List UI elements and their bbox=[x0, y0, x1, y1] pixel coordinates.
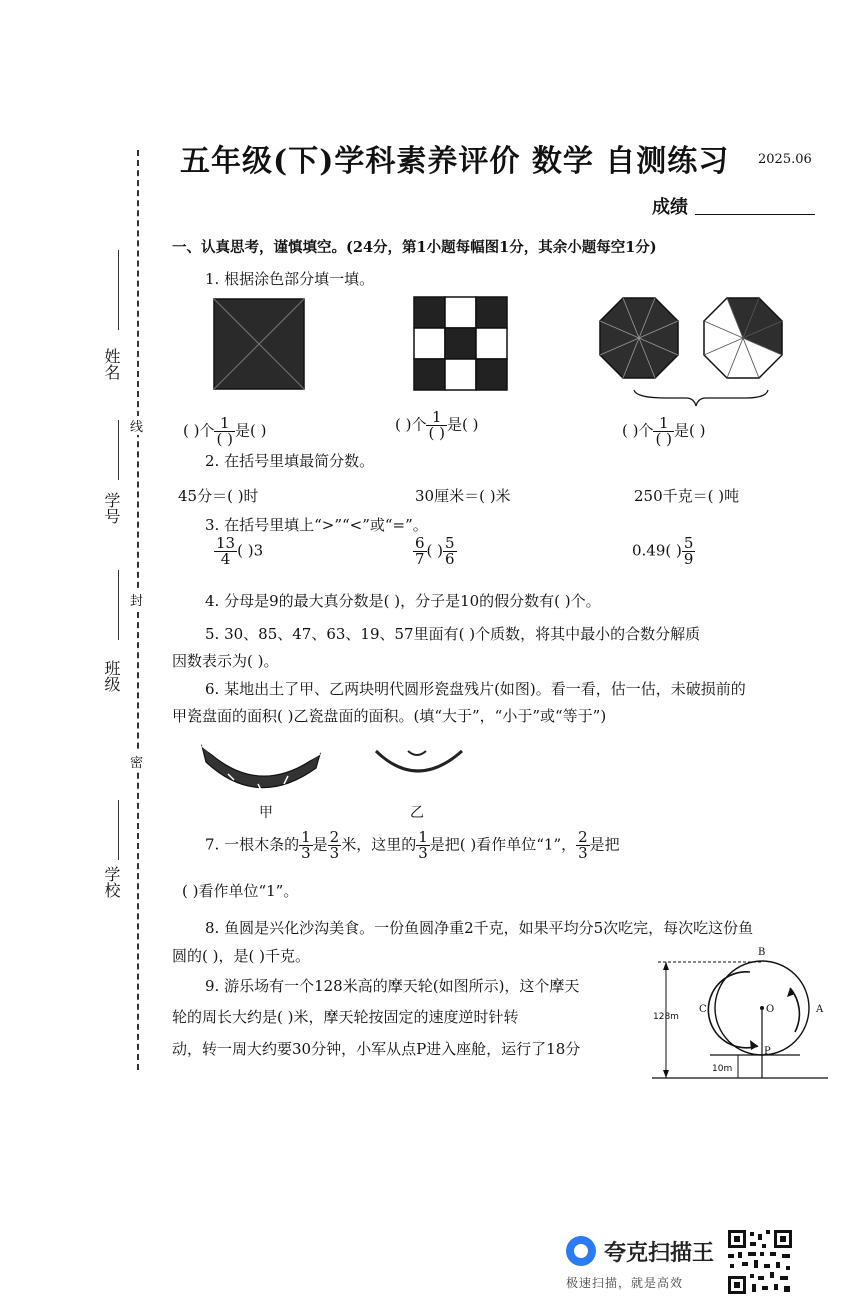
q3-compare-3[interactable] bbox=[632, 536, 695, 567]
id-line bbox=[118, 420, 119, 480]
shard-jia-figure bbox=[198, 740, 326, 800]
q7-frac-2 bbox=[328, 830, 342, 861]
q3-frac-e-num: 5 bbox=[683, 534, 694, 552]
q7-part5: 是把 bbox=[589, 835, 620, 854]
seal-char-mi: 密 bbox=[130, 752, 143, 771]
q1-answer-3-prefix: ( )个 bbox=[622, 421, 654, 440]
q3-frac-c-den: 6 bbox=[445, 550, 455, 568]
id-label: 学号 bbox=[102, 492, 121, 524]
q3-compare-3-left: 0.49( ) bbox=[632, 541, 682, 560]
q1-answer-1-den: ( ) bbox=[216, 430, 233, 448]
seal-char-xian: 线 bbox=[130, 416, 143, 435]
q1-square-figure bbox=[213, 298, 305, 390]
q1-answer-3-suffix: 是( ) bbox=[673, 421, 706, 440]
q7-line1[interactable] bbox=[205, 830, 620, 861]
class-label: 班级 bbox=[102, 660, 121, 692]
shard-yi-label: 乙 bbox=[410, 805, 424, 821]
q9-fig-base-label: 10m bbox=[712, 1064, 733, 1074]
q6-line2[interactable]: 甲瓷盘面的面积( )乙瓷盘面的面积。(填“大于”，“小于”或“等于”) bbox=[172, 707, 607, 725]
q7-part2: 是 bbox=[312, 835, 328, 854]
q9-fig-height-label: 128m bbox=[653, 1012, 679, 1022]
q1-answer-3-den: ( ) bbox=[655, 430, 672, 448]
q7-part3: 米，这里的 bbox=[341, 835, 417, 854]
seal-char-feng: 封 bbox=[130, 590, 143, 609]
q1-answer-2-prefix: ( )个 bbox=[395, 415, 427, 434]
q1-text: 1. 根据涂色部分填一填。 bbox=[205, 270, 375, 288]
q2-item-1[interactable]: 45分＝( )时 bbox=[178, 487, 259, 505]
q1-octagons-figure bbox=[596, 290, 801, 410]
q3-compare-2[interactable] bbox=[413, 536, 457, 567]
q3-frac-b-num: 6 bbox=[415, 534, 425, 552]
name-label: 姓名 bbox=[102, 348, 121, 380]
q7-frac-1 bbox=[299, 830, 313, 861]
q3-text: 3. 在括号里填上“>”“<”或“=”。 bbox=[205, 516, 428, 534]
q1-answer-3-num: 1 bbox=[653, 416, 673, 432]
q7-frac-2-den: 3 bbox=[329, 844, 340, 862]
qr-code-icon bbox=[726, 1228, 794, 1296]
q2-item-2[interactable]: 30厘米＝( )米 bbox=[415, 487, 511, 505]
watermark-brand: 夸克扫描王 bbox=[604, 1241, 715, 1266]
q7-part1: 7. 一根木条的 bbox=[205, 835, 300, 854]
q7-frac-4 bbox=[576, 830, 590, 861]
q3-frac-5-9 bbox=[682, 536, 696, 567]
q1-answer-3[interactable] bbox=[622, 416, 705, 447]
q1-answer-1-suffix: 是( ) bbox=[234, 421, 267, 440]
class-line bbox=[118, 570, 119, 640]
q1-answer-2[interactable] bbox=[395, 410, 478, 441]
q9-point-o: O bbox=[766, 1004, 775, 1015]
q5-line2[interactable]: 因数表示为( )。 bbox=[172, 652, 279, 670]
q3-compare-2-mid: ( ) bbox=[426, 541, 444, 560]
score-label: 成绩 bbox=[652, 197, 688, 218]
q3-frac-6-7 bbox=[413, 536, 427, 567]
q1-answer-2-fraction bbox=[426, 410, 446, 441]
q3-frac-5-6 bbox=[443, 536, 457, 567]
q1-answer-3-fraction bbox=[653, 416, 673, 447]
q7-frac-1-num: 1 bbox=[301, 828, 311, 846]
q1-answer-1[interactable] bbox=[183, 416, 266, 447]
q8-line2[interactable]: 圆的( )，是( )千克。 bbox=[172, 947, 310, 965]
binding-dashed-line bbox=[137, 150, 139, 1070]
q1-answer-1-num: 1 bbox=[214, 416, 234, 432]
q8-line1: 8. 鱼圆是兴化沙沟美食。一份鱼圆净重2千克，如果平均分5次吃完，每次吃这份鱼 bbox=[205, 919, 754, 937]
q3-frac-c-num: 5 bbox=[445, 534, 455, 552]
shard-yi-figure bbox=[372, 745, 467, 780]
school-line bbox=[118, 800, 119, 860]
q3-frac-e-den: 9 bbox=[683, 550, 694, 568]
q3-compare-1[interactable] bbox=[214, 536, 263, 567]
q5-line1[interactable]: 5. 30、85、47、63、19、57里面有( )个质数，将其中最小的合数分解质 bbox=[205, 625, 701, 643]
q1-answer-2-den: ( ) bbox=[428, 424, 445, 442]
q9-point-p: P bbox=[764, 1046, 771, 1057]
watermark-slogan: 极速扫描，就是高效 bbox=[566, 1276, 684, 1290]
score-blank-line[interactable] bbox=[695, 214, 815, 215]
q9-point-a: A bbox=[816, 1004, 824, 1015]
q9-point-b: B bbox=[758, 947, 766, 958]
q1-answer-1-prefix: ( )个 bbox=[183, 421, 215, 440]
q9-line1: 9. 游乐场有一个128米高的摩天轮(如图所示)，这个摩天 bbox=[205, 977, 580, 995]
q3-compare-1-rest: ( )3 bbox=[237, 541, 264, 560]
q1-answer-2-num: 1 bbox=[426, 410, 446, 426]
q3-frac-a-num: 13 bbox=[216, 534, 236, 552]
q7-frac-4-den: 3 bbox=[578, 844, 588, 862]
q9-line2[interactable]: 轮的周长大约是( )米，摩天轮按固定的速度逆时针转 bbox=[172, 1008, 519, 1026]
name-line bbox=[118, 250, 119, 330]
page-title: 五年级(下)学科素养评价 数学 自测练习 bbox=[180, 144, 730, 179]
q7-frac-3-num: 1 bbox=[418, 828, 428, 846]
q7-frac-3 bbox=[416, 830, 430, 861]
q7-line2[interactable]: ( )看作单位“1”。 bbox=[182, 882, 299, 900]
q1-checkerboard-figure bbox=[413, 296, 509, 392]
q9-line3: 动，转一周大约要30分钟，小军从点P进入座舱，运行了18分 bbox=[172, 1040, 581, 1058]
q2-text: 2. 在括号里填最简分数。 bbox=[205, 452, 375, 470]
date-label: 2025.06 bbox=[758, 152, 812, 167]
quark-logo-icon bbox=[566, 1236, 596, 1266]
section1-title: 一、认真思考，谨慎填空。(24分，第1小题每幅图1分，其余小题每空1分) bbox=[172, 239, 657, 256]
q7-frac-2-num: 2 bbox=[329, 828, 340, 846]
q7-part4: 是把( )看作单位“1”， bbox=[429, 835, 577, 854]
q3-frac-a-den: 4 bbox=[220, 550, 231, 568]
q2-item-3[interactable]: 250千克＝( )吨 bbox=[634, 487, 740, 505]
q9-point-c: C bbox=[699, 1004, 707, 1015]
q3-frac-b-den: 7 bbox=[415, 550, 425, 568]
q1-answer-2-suffix: 是( ) bbox=[446, 415, 479, 434]
shard-jia-label: 甲 bbox=[259, 805, 273, 821]
q7-frac-3-den: 3 bbox=[418, 844, 428, 862]
q7-frac-1-den: 3 bbox=[301, 844, 311, 862]
q4-text[interactable]: 4. 分母是9的最大真分数是( )，分子是10的假分数有( )个。 bbox=[205, 592, 601, 610]
q3-frac-13-4 bbox=[214, 536, 237, 567]
school-label: 学校 bbox=[102, 866, 121, 898]
q7-frac-4-num: 2 bbox=[578, 828, 588, 846]
q6-line1: 6. 某地出土了甲、乙两块明代圆形瓷盘残片(如图)。看一看，估一估，未破损前的 bbox=[205, 680, 746, 698]
q1-answer-1-fraction bbox=[214, 416, 234, 447]
